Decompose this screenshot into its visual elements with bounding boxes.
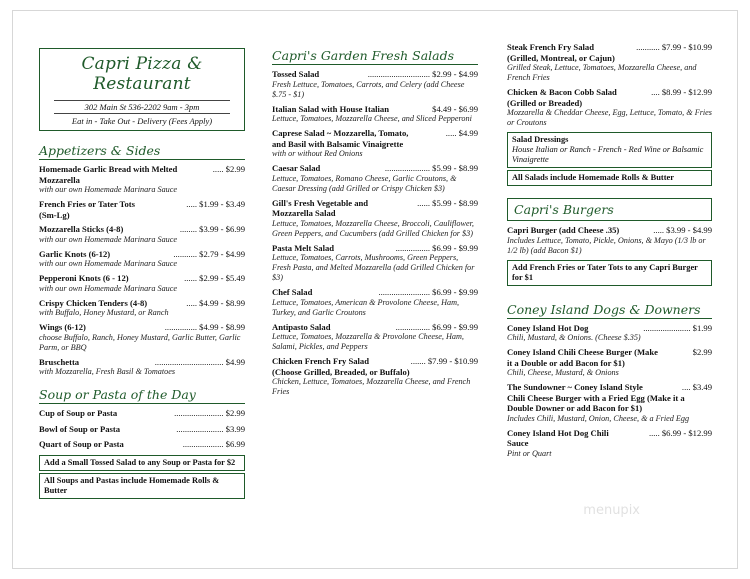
item-price: ........................ $6.99 - $9.99	[378, 287, 478, 297]
item-name: Homemade Garlic Bread with Melted	[39, 164, 178, 174]
soup-rolls-note: All Soups and Pastas include Homemade Rolls & Butter	[39, 473, 245, 499]
item-desc: with our own Homemade Marinara Sauce	[39, 185, 178, 194]
item-desc: Lettuce, Tomatoes, American & Provolone Cheese, Ham, Turkey, and Garlic Croutons	[272, 297, 460, 317]
restaurant-name: Capri Pizza & Restaurant	[81, 54, 203, 94]
coney-list	[507, 323, 712, 459]
restaurant-header	[39, 48, 245, 131]
menu-item	[507, 347, 712, 378]
item-price: ..... $2.99	[212, 164, 245, 174]
item-name: Quart of Soup or Pasta	[39, 439, 124, 449]
item-name: Capri Burger (add Cheese .35)	[507, 225, 620, 235]
item-price: ...... $5.99 - $8.99	[417, 197, 478, 208]
item-name: The Sundowner ~ Coney Island Style	[507, 382, 643, 392]
item-name-cont: (Grilled or Breaded)	[507, 97, 583, 108]
item-desc: Includes Lettuce, Tomato, Pickle, Onions, & Mayo (1/3 lb or 1/2 lb) (add Bacon $1)	[507, 235, 706, 255]
item-name-cont: Chili Cheese Burger with a Fried Egg (Make it a Double Downer or add Bacon for $1)	[507, 392, 685, 413]
item-desc: Lettuce, Tomatoes, Mozzarella Cheese, and Sliced Pepperoni	[272, 114, 472, 123]
item-desc: Fresh Lettuce, Tomatoes, Carrots, and Celery (add Cheese $.75 - $1)	[272, 79, 465, 99]
item-price: ....... $7.99 - $10.99	[410, 356, 478, 366]
menu-item	[272, 243, 478, 284]
item-price: ...................... $1.99	[643, 322, 712, 333]
item-name: Crispy Chicken Tenders (4-8)	[39, 297, 148, 308]
item-desc: Lettuce, Tomatoes, Carrots, Mushrooms, Green Peppers, Fresh Pasta, and Melted Mozzarella (add Grilled Chicken for $3)	[272, 253, 475, 282]
menu-item	[507, 428, 712, 459]
item-name: Chicken French Fry Salad	[272, 356, 370, 366]
section-title-salads: Capri's Garden Fresh Salads	[272, 48, 478, 65]
salad-dressings-box	[507, 132, 712, 168]
soup-list	[39, 408, 245, 450]
section-title-soup: Soup or Pasta of the Day	[39, 387, 245, 404]
item-name: Mozzarella Sticks (4-8)	[39, 224, 124, 234]
menu-item	[272, 356, 478, 397]
item-price: ..... $6.99 - $12.99	[648, 427, 712, 438]
appetizers-list	[39, 164, 245, 377]
salad-dressings-list: House Italian or Ranch - French - Red Wine or Balsamic Vinaigrette	[512, 145, 704, 164]
item-desc: Chicken, Lettuce, Tomatoes, Mozzarella Cheese, and French Fries	[272, 377, 471, 396]
item-name: Coney Island Chili Cheese Burger (Make	[507, 347, 658, 357]
restaurant-address: 302 Main St 536-2202 9am - 3pm	[54, 100, 230, 114]
item-name-cont: Mozzarella Salad	[272, 208, 336, 218]
item-name: Pasta Melt Salad	[272, 242, 335, 253]
section-title-appetizers: Appetizers & Sides	[39, 143, 245, 160]
item-price: $4.49 - $6.99	[432, 103, 478, 114]
item-name: Wings (6-12)	[39, 322, 86, 332]
salad-dressings-title: Salad Dressings	[512, 135, 569, 144]
item-desc: Chili, Mustard, & Onions. (Cheese $.35)	[507, 333, 641, 342]
item-price: ............................. $2.99 - $4.99	[367, 69, 478, 79]
item-price: ................................ $4.99	[154, 356, 245, 367]
item-name: Chicken & Bacon Cobb Salad	[507, 87, 617, 97]
item-price: ..... $3.99 - $4.99	[653, 225, 712, 235]
item-name: Chef Salad	[272, 287, 313, 297]
menu-item	[39, 298, 245, 319]
item-desc: choose Buffalo, Ranch, Honey Mustard, Garlic Butter, Garlic Parm, or BBQ	[39, 332, 241, 352]
item-price: ...... $2.99 - $5.49	[184, 273, 245, 283]
item-price: .... $8.99 - $12.99	[651, 87, 712, 97]
salads-rolls-note: All Salads include Homemade Rolls & Butter	[507, 170, 712, 186]
item-name-cont: and Basil with Balsamic Vinaigrette	[272, 138, 404, 149]
item-price: ........... $7.99 - $10.99	[636, 42, 712, 52]
item-price: ...................... $3.99	[176, 423, 245, 434]
menu-item	[507, 323, 712, 344]
item-name-cont: Sauce	[507, 438, 529, 448]
item-name-cont: (Grilled, Montreal, or Cajun)	[507, 52, 615, 63]
menu-item	[507, 225, 712, 256]
item-name: Italian Salad with House Italian	[272, 103, 389, 114]
item-price: ..... $1.99 - $3.49	[186, 199, 245, 209]
column-middle	[272, 48, 478, 401]
item-name: Bruschetta	[39, 356, 80, 367]
item-desc: Lettuce, Tomatoes, Mozzarella & Provolone Cheese, Ham, Salami, Pickles, and Peppers	[272, 332, 464, 351]
item-price: ..... $4.99 - $8.99	[186, 297, 245, 308]
menu-item	[39, 249, 245, 270]
burgers-fries-note: Add French Fries or Tater Tots to any Capri Burger for $1	[507, 260, 712, 286]
item-name-cont: (Sm-Lg)	[39, 209, 70, 220]
item-name: Caprese Salad ~ Mozzarella, Tomato,	[272, 128, 409, 138]
menu-item	[39, 357, 245, 378]
item-price: $2.99	[692, 347, 712, 357]
menu-item	[272, 198, 478, 239]
item-desc: Mozzarella & Cheddar Cheese, Egg, Lettuce, Tomato, & Fries or Croutons	[507, 108, 712, 127]
item-desc: with or without Red Onions	[272, 149, 363, 158]
item-price: ............... $4.99 - $8.99	[164, 322, 245, 332]
salads-list	[272, 69, 478, 397]
item-name: Caesar Salad	[272, 163, 321, 173]
item-price: ................ $6.99 - $9.99	[395, 321, 478, 332]
salads-more-list	[507, 42, 712, 128]
item-name: French Fries or Tater Tots	[39, 199, 135, 209]
menu-item	[272, 322, 478, 353]
item-price: ..................... $5.99 - $8.99	[384, 163, 478, 173]
item-name: Steak French Fry Salad	[507, 42, 594, 52]
menu-item	[272, 287, 478, 318]
item-desc: with our own Homemade Marinara Sauce	[39, 283, 178, 293]
item-desc: with Buffalo, Honey Mustard, or Ranch	[39, 308, 169, 317]
column-right	[507, 42, 712, 463]
item-name: Tossed Salad	[272, 69, 320, 79]
item-desc: Lettuce, Tomatoes, Mozzarella Cheese, Broccoli, Cauliflower, Green Peppers, and Cucumbers (add Grilled Chicken for $3)	[272, 218, 474, 238]
soup-salad-note: Add a Small Tossed Salad to any Soup or Pasta for $2	[39, 455, 245, 471]
item-name-cont: it a Double or add Bacon for $1)	[507, 357, 625, 368]
item-name: Gill's Fresh Vegetable and	[272, 197, 369, 208]
menu-item	[507, 42, 712, 83]
menu-item	[39, 164, 245, 195]
menu-item	[507, 382, 712, 424]
menu-item	[272, 128, 478, 159]
item-price: ........... $2.79 - $4.99	[173, 248, 245, 259]
item-price: ........ $3.99 - $6.99	[179, 224, 245, 234]
menu-item	[39, 199, 245, 220]
menu-item	[272, 69, 478, 100]
menu-item	[39, 224, 245, 245]
menu-item	[39, 273, 245, 294]
menu-item	[39, 439, 245, 450]
item-name: Garlic Knots (6-12)	[39, 248, 111, 259]
item-name: Bowl of Soup or Pasta	[39, 423, 121, 434]
item-name: Pepperoni Knots (6 - 12)	[39, 273, 129, 283]
menu-item	[39, 322, 245, 353]
item-desc: with our own Homemade Marinara Sauce	[39, 259, 178, 268]
item-price: ................ $6.99 - $9.99	[395, 242, 478, 253]
item-desc: with Mozzarella, Fresh Basil & Tomatoes	[39, 367, 176, 376]
menu-item	[507, 87, 712, 128]
menu-item	[272, 163, 478, 194]
item-price: .... $3.49	[681, 382, 712, 392]
menu-item	[272, 104, 478, 125]
item-desc: Chili, Cheese, Mustard, & Onions	[507, 368, 619, 377]
item-name-cont: Mozzarella	[39, 174, 80, 185]
item-price: ....................... $2.99	[174, 408, 245, 418]
item-price: ................... $6.99	[182, 439, 245, 449]
item-desc: Pint or Quart	[507, 448, 552, 458]
item-name: Antipasto Salad	[272, 321, 331, 332]
watermark: menupix	[583, 503, 640, 518]
item-name-cont: (Choose Grilled, Breaded, or Buffalo)	[272, 366, 410, 377]
item-name: Coney Island Hot Dog Chili	[507, 427, 609, 438]
item-name: Coney Island Hot Dog	[507, 322, 589, 333]
item-desc: Lettuce, Tomatoes, Romano Cheese, Garlic Croutons, & Caesar Dressing (add Grilled or Crispy Chicken $3)	[272, 173, 457, 193]
item-desc: Grilled Steak, Lettuce, Tomatoes, Mozzarella Cheese, and French Fries	[507, 63, 697, 82]
item-desc: Includes Chili, Mustard, Onion, Cheese, & a Fried Egg	[507, 413, 690, 423]
item-desc: with our own Homemade Marinara Sauce	[39, 234, 178, 244]
menu-item	[39, 408, 245, 419]
column-left	[39, 48, 245, 499]
item-price: ..... $4.99	[445, 128, 478, 138]
menu-item	[39, 424, 245, 435]
section-title-coney: Coney Island Dogs & Downers	[507, 302, 712, 319]
item-name: Cup of Soup or Pasta	[39, 408, 118, 418]
section-title-burgers: Capri's Burgers	[507, 198, 712, 221]
restaurant-services: Eat in - Take Out - Delivery (Fees Apply)	[71, 116, 213, 126]
